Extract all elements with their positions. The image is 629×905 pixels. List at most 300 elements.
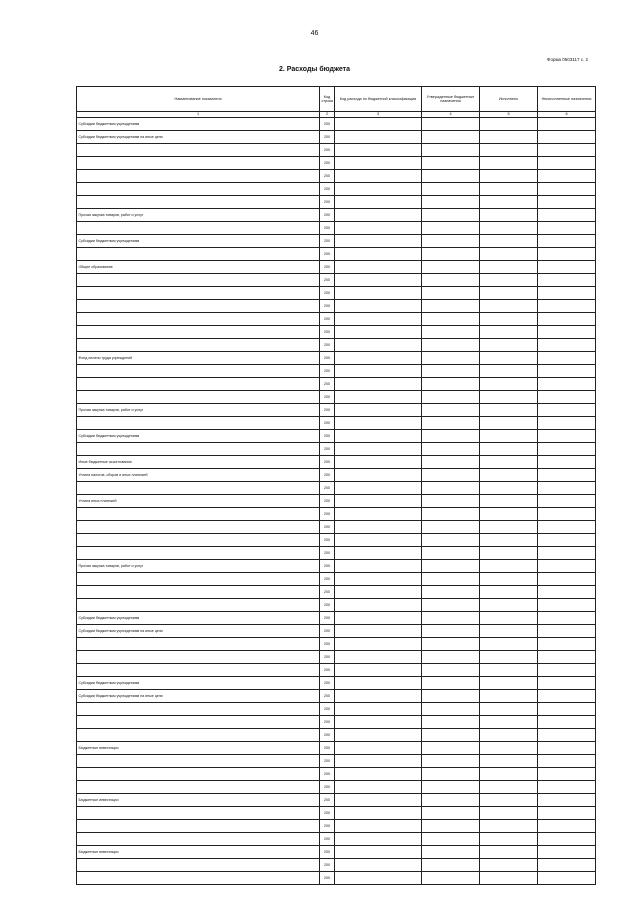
row-executed	[480, 248, 538, 261]
row-approved	[422, 690, 480, 703]
row-executed	[480, 222, 538, 235]
row-unexecuted	[538, 248, 596, 261]
table-row	[77, 729, 596, 742]
row-line-code: 200	[320, 560, 335, 573]
row-line-code: 200	[320, 287, 335, 300]
row-approved	[422, 547, 480, 560]
row-executed	[480, 755, 538, 768]
table-row	[77, 261, 596, 274]
table-row	[77, 157, 596, 170]
row-name: Прочая закупка товаров, работ и услуг	[77, 209, 320, 222]
row-line-code: 200	[320, 586, 335, 599]
row-line-code: 200	[320, 690, 335, 703]
header-line-code: Код строки	[320, 87, 335, 112]
row-budget-code	[335, 859, 422, 872]
row-approved	[422, 846, 480, 859]
column-number: 3	[335, 112, 422, 118]
table-row	[77, 235, 596, 248]
row-name	[77, 417, 320, 430]
row-approved	[422, 430, 480, 443]
row-approved	[422, 248, 480, 261]
row-executed	[480, 807, 538, 820]
row-budget-code	[335, 703, 422, 716]
row-unexecuted	[538, 677, 596, 690]
row-unexecuted	[538, 469, 596, 482]
row-approved	[422, 599, 480, 612]
row-executed	[480, 846, 538, 859]
row-unexecuted	[538, 404, 596, 417]
row-unexecuted	[538, 755, 596, 768]
table-row	[77, 703, 596, 716]
row-budget-code	[335, 287, 422, 300]
row-budget-code	[335, 352, 422, 365]
row-approved	[422, 261, 480, 274]
row-approved	[422, 365, 480, 378]
row-executed	[480, 508, 538, 521]
row-unexecuted	[538, 781, 596, 794]
row-executed	[480, 313, 538, 326]
row-line-code: 200	[320, 157, 335, 170]
row-budget-code	[335, 833, 422, 846]
row-approved	[422, 872, 480, 885]
row-name	[77, 339, 320, 352]
row-line-code: 200	[320, 274, 335, 287]
row-executed	[480, 677, 538, 690]
table-row	[77, 781, 596, 794]
row-budget-code	[335, 560, 422, 573]
row-line-code: 200	[320, 131, 335, 144]
row-line-code: 200	[320, 443, 335, 456]
row-budget-code	[335, 248, 422, 261]
row-name	[77, 664, 320, 677]
row-name	[77, 157, 320, 170]
table-row	[77, 222, 596, 235]
row-unexecuted	[538, 534, 596, 547]
row-executed	[480, 781, 538, 794]
row-unexecuted	[538, 664, 596, 677]
row-name	[77, 716, 320, 729]
row-budget-code	[335, 573, 422, 586]
row-approved	[422, 352, 480, 365]
row-approved	[422, 313, 480, 326]
row-approved	[422, 833, 480, 846]
column-number: 6	[538, 112, 596, 118]
row-unexecuted	[538, 235, 596, 248]
row-budget-code	[335, 781, 422, 794]
row-executed	[480, 417, 538, 430]
row-name	[77, 326, 320, 339]
row-line-code: 200	[320, 417, 335, 430]
row-approved	[422, 378, 480, 391]
row-unexecuted	[538, 833, 596, 846]
row-unexecuted	[538, 859, 596, 872]
row-line-code: 200	[320, 599, 335, 612]
row-line-code: 200	[320, 781, 335, 794]
table-row	[77, 794, 596, 807]
row-line-code: 200	[320, 482, 335, 495]
row-budget-code	[335, 664, 422, 677]
row-unexecuted	[538, 313, 596, 326]
row-line-code: 200	[320, 625, 335, 638]
header-unexecuted: Неисполненные назначения	[538, 87, 596, 112]
row-approved	[422, 482, 480, 495]
column-number: 2	[320, 112, 335, 118]
row-unexecuted	[538, 183, 596, 196]
row-line-code: 200	[320, 755, 335, 768]
row-name	[77, 222, 320, 235]
row-budget-code	[335, 482, 422, 495]
row-name	[77, 144, 320, 157]
row-name	[77, 703, 320, 716]
row-name	[77, 534, 320, 547]
row-unexecuted	[538, 209, 596, 222]
row-unexecuted	[538, 495, 596, 508]
row-budget-code	[335, 274, 422, 287]
row-budget-code	[335, 755, 422, 768]
row-budget-code	[335, 196, 422, 209]
row-approved	[422, 144, 480, 157]
table-row	[77, 118, 596, 131]
form-reference: Форма 0503117 с. 2	[547, 57, 588, 62]
row-executed	[480, 157, 538, 170]
table-row	[77, 651, 596, 664]
row-unexecuted	[538, 157, 596, 170]
row-unexecuted	[538, 391, 596, 404]
row-budget-code	[335, 404, 422, 417]
table-row	[77, 352, 596, 365]
row-approved	[422, 495, 480, 508]
row-budget-code	[335, 599, 422, 612]
row-budget-code	[335, 651, 422, 664]
row-name	[77, 651, 320, 664]
row-executed	[480, 352, 538, 365]
row-name	[77, 859, 320, 872]
row-executed	[480, 443, 538, 456]
row-line-code: 200	[320, 456, 335, 469]
row-name	[77, 313, 320, 326]
row-executed	[480, 209, 538, 222]
row-budget-code	[335, 742, 422, 755]
row-budget-code	[335, 417, 422, 430]
row-approved	[422, 781, 480, 794]
row-name	[77, 755, 320, 768]
row-name: Уплата налогов, сборов и иных платежей	[77, 469, 320, 482]
table-row	[77, 313, 596, 326]
row-unexecuted	[538, 872, 596, 885]
row-line-code: 200	[320, 339, 335, 352]
row-approved	[422, 404, 480, 417]
row-name	[77, 521, 320, 534]
row-line-code: 200	[320, 664, 335, 677]
row-executed	[480, 521, 538, 534]
row-line-code: 200	[320, 365, 335, 378]
row-budget-code	[335, 716, 422, 729]
row-line-code: 200	[320, 794, 335, 807]
row-budget-code	[335, 534, 422, 547]
row-name	[77, 599, 320, 612]
row-budget-code	[335, 183, 422, 196]
row-name	[77, 833, 320, 846]
row-budget-code	[335, 495, 422, 508]
row-name	[77, 482, 320, 495]
row-budget-code	[335, 638, 422, 651]
row-name: Субсидии бюджетным учреждениям	[77, 235, 320, 248]
row-unexecuted	[538, 144, 596, 157]
table-row	[77, 508, 596, 521]
table-row	[77, 183, 596, 196]
table-row	[77, 495, 596, 508]
row-line-code: 200	[320, 170, 335, 183]
row-name: Субсидии бюджетным учреждениям на иные цели	[77, 131, 320, 144]
row-line-code: 200	[320, 326, 335, 339]
row-name	[77, 586, 320, 599]
row-name	[77, 248, 320, 261]
row-line-code: 200	[320, 521, 335, 534]
header-name: Наименование показателя	[77, 87, 320, 112]
row-executed	[480, 404, 538, 417]
row-line-code: 200	[320, 495, 335, 508]
row-name: Субсидии бюджетным учреждениям на иные цели	[77, 690, 320, 703]
row-executed	[480, 859, 538, 872]
column-number: 1	[77, 112, 320, 118]
table-row	[77, 417, 596, 430]
row-executed	[480, 300, 538, 313]
row-budget-code	[335, 339, 422, 352]
row-budget-code	[335, 118, 422, 131]
row-line-code: 200	[320, 391, 335, 404]
row-name	[77, 378, 320, 391]
row-executed	[480, 482, 538, 495]
row-name	[77, 872, 320, 885]
row-executed	[480, 183, 538, 196]
row-budget-code	[335, 313, 422, 326]
row-budget-code	[335, 378, 422, 391]
row-approved	[422, 703, 480, 716]
row-line-code: 200	[320, 859, 335, 872]
row-line-code: 200	[320, 638, 335, 651]
row-executed	[480, 170, 538, 183]
row-budget-code	[335, 729, 422, 742]
row-name	[77, 547, 320, 560]
table-row	[77, 872, 596, 885]
row-line-code: 200	[320, 313, 335, 326]
row-executed	[480, 326, 538, 339]
row-executed	[480, 378, 538, 391]
row-approved	[422, 859, 480, 872]
row-name	[77, 443, 320, 456]
row-budget-code	[335, 794, 422, 807]
table-row	[77, 287, 596, 300]
row-line-code: 200	[320, 430, 335, 443]
row-approved	[422, 755, 480, 768]
row-approved	[422, 300, 480, 313]
row-budget-code	[335, 157, 422, 170]
row-unexecuted	[538, 300, 596, 313]
row-line-code: 200	[320, 573, 335, 586]
row-approved	[422, 560, 480, 573]
table-row	[77, 326, 596, 339]
row-approved	[422, 157, 480, 170]
table-row	[77, 833, 596, 846]
row-unexecuted	[538, 573, 596, 586]
row-executed	[480, 287, 538, 300]
row-approved	[422, 391, 480, 404]
row-name: Бюджетные инвестиции	[77, 846, 320, 859]
row-unexecuted	[538, 599, 596, 612]
table-row	[77, 716, 596, 729]
row-executed	[480, 144, 538, 157]
row-executed	[480, 547, 538, 560]
row-budget-code	[335, 521, 422, 534]
row-executed	[480, 794, 538, 807]
row-line-code: 200	[320, 235, 335, 248]
row-unexecuted	[538, 118, 596, 131]
row-budget-code	[335, 872, 422, 885]
row-executed	[480, 196, 538, 209]
row-approved	[422, 326, 480, 339]
row-unexecuted	[538, 820, 596, 833]
row-unexecuted	[538, 651, 596, 664]
row-unexecuted	[538, 378, 596, 391]
row-approved	[422, 638, 480, 651]
row-line-code: 200	[320, 196, 335, 209]
row-approved	[422, 573, 480, 586]
row-name	[77, 807, 320, 820]
row-line-code: 200	[320, 742, 335, 755]
row-line-code: 200	[320, 612, 335, 625]
row-name: Уплата иных платежей	[77, 495, 320, 508]
row-executed	[480, 365, 538, 378]
row-executed	[480, 716, 538, 729]
row-unexecuted	[538, 703, 596, 716]
row-executed	[480, 651, 538, 664]
row-name	[77, 573, 320, 586]
row-executed	[480, 456, 538, 469]
row-line-code: 200	[320, 183, 335, 196]
row-approved	[422, 417, 480, 430]
row-approved	[422, 534, 480, 547]
row-executed	[480, 131, 538, 144]
column-number: 5	[480, 112, 538, 118]
row-executed	[480, 833, 538, 846]
table-row	[77, 586, 596, 599]
table-row	[77, 625, 596, 638]
header-approved: Утвержденные бюджетные назначения	[422, 87, 480, 112]
row-unexecuted	[538, 768, 596, 781]
row-approved	[422, 508, 480, 521]
row-line-code: 200	[320, 716, 335, 729]
row-line-code: 200	[320, 261, 335, 274]
row-unexecuted	[538, 326, 596, 339]
row-budget-code	[335, 820, 422, 833]
table-row	[77, 677, 596, 690]
table-row	[77, 456, 596, 469]
row-name: Иные бюджетные ассигнования	[77, 456, 320, 469]
row-approved	[422, 742, 480, 755]
row-executed	[480, 820, 538, 833]
row-unexecuted	[538, 612, 596, 625]
row-budget-code	[335, 508, 422, 521]
row-name	[77, 196, 320, 209]
row-budget-code	[335, 326, 422, 339]
page-number: 46	[310, 30, 319, 37]
budget-expenditure-table	[76, 86, 596, 885]
row-line-code: 200	[320, 703, 335, 716]
row-budget-code	[335, 846, 422, 859]
row-line-code: 200	[320, 833, 335, 846]
row-name	[77, 781, 320, 794]
row-line-code: 200	[320, 248, 335, 261]
row-executed	[480, 599, 538, 612]
row-approved	[422, 716, 480, 729]
header-row	[77, 87, 596, 112]
row-line-code: 200	[320, 469, 335, 482]
row-unexecuted	[538, 508, 596, 521]
row-executed	[480, 495, 538, 508]
row-executed	[480, 573, 538, 586]
row-budget-code	[335, 300, 422, 313]
table-row	[77, 300, 596, 313]
row-line-code: 200	[320, 872, 335, 885]
table-row	[77, 859, 596, 872]
row-line-code: 200	[320, 651, 335, 664]
table-row	[77, 209, 596, 222]
table-row	[77, 378, 596, 391]
row-budget-code	[335, 365, 422, 378]
row-budget-code	[335, 768, 422, 781]
table-row	[77, 664, 596, 677]
row-name	[77, 768, 320, 781]
table-row	[77, 573, 596, 586]
table-row	[77, 482, 596, 495]
row-unexecuted	[538, 638, 596, 651]
row-approved	[422, 118, 480, 131]
row-line-code: 200	[320, 846, 335, 859]
row-name: Бюджетные инвестиции	[77, 742, 320, 755]
row-budget-code	[335, 625, 422, 638]
table-row	[77, 131, 596, 144]
row-budget-code	[335, 261, 422, 274]
row-budget-code	[335, 391, 422, 404]
row-approved	[422, 131, 480, 144]
row-name	[77, 365, 320, 378]
row-line-code: 200	[320, 677, 335, 690]
row-budget-code	[335, 612, 422, 625]
table-row	[77, 599, 596, 612]
row-unexecuted	[538, 742, 596, 755]
table-row	[77, 339, 596, 352]
row-unexecuted	[538, 196, 596, 209]
row-unexecuted	[538, 846, 596, 859]
row-name: Прочая закупка товаров, работ и услуг	[77, 560, 320, 573]
row-name	[77, 820, 320, 833]
row-unexecuted	[538, 352, 596, 365]
row-executed	[480, 235, 538, 248]
row-line-code: 200	[320, 404, 335, 417]
row-executed	[480, 391, 538, 404]
row-line-code: 200	[320, 378, 335, 391]
row-name: Субсидии бюджетным учреждениям	[77, 612, 320, 625]
row-name: Общее образование	[77, 261, 320, 274]
row-name: Прочая закупка товаров, работ и услуг	[77, 404, 320, 417]
row-unexecuted	[538, 794, 596, 807]
row-name: Субсидии бюджетным учреждениям на иные цели	[77, 625, 320, 638]
table-row	[77, 690, 596, 703]
row-unexecuted	[538, 443, 596, 456]
table-row	[77, 469, 596, 482]
header-executed: Исполнено	[480, 87, 538, 112]
table-row	[77, 248, 596, 261]
